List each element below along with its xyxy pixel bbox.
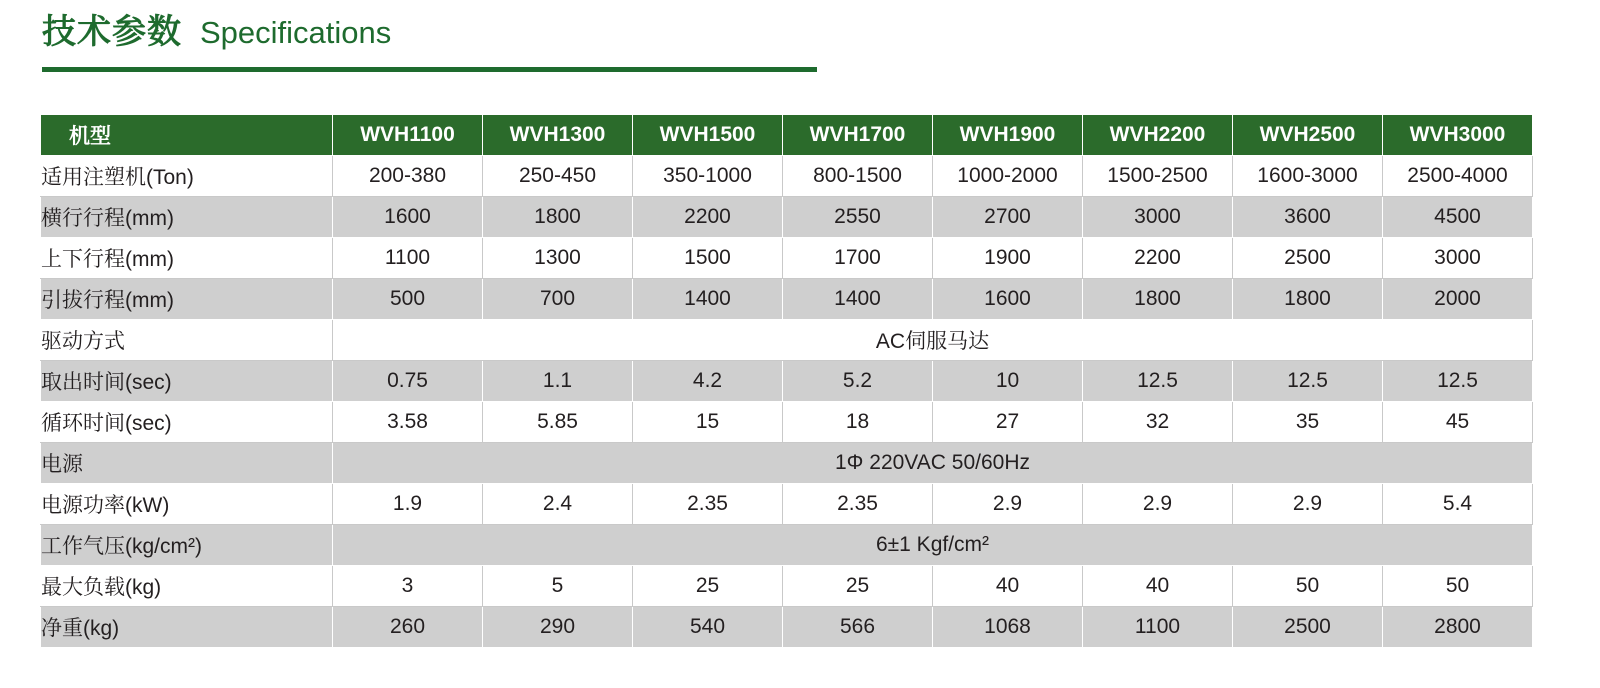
title-row — [42, 12, 842, 59]
cell-value: 1500-2500 — [1083, 156, 1233, 197]
cell-value: 5.4 — [1383, 484, 1533, 525]
cell-value: 700 — [483, 279, 633, 320]
cell-value: 40 — [933, 566, 1083, 607]
column-header-label: 机型 — [41, 115, 333, 156]
row-label: 电源 — [41, 443, 333, 484]
cell-value: 15 — [633, 402, 783, 443]
cell-value: 27 — [933, 402, 1083, 443]
column-header-model: WVH1500 — [633, 115, 783, 156]
column-header-model: WVH1300 — [483, 115, 633, 156]
cell-value: 3 — [333, 566, 483, 607]
cell-value: 1000-2000 — [933, 156, 1083, 197]
cell-value-span: AC伺服马达 — [333, 320, 1533, 361]
cell-value: 2500 — [1233, 607, 1383, 648]
cell-value: 3.58 — [333, 402, 483, 443]
cell-value: 4.2 — [633, 361, 783, 402]
table-body — [41, 156, 1533, 648]
cell-value: 18 — [783, 402, 933, 443]
cell-value: 1100 — [1083, 607, 1233, 648]
cell-value: 1600 — [333, 197, 483, 238]
cell-value: 1.9 — [333, 484, 483, 525]
cell-value: 50 — [1383, 566, 1533, 607]
row-label: 循环时间(sec) — [41, 402, 333, 443]
cell-value: 1600-3000 — [1233, 156, 1383, 197]
cell-value: 260 — [333, 607, 483, 648]
cell-value: 1300 — [483, 238, 633, 279]
header-row — [41, 115, 1533, 156]
row-label: 上下行程(mm) — [41, 238, 333, 279]
row-label: 净重(kg) — [41, 607, 333, 648]
column-header-model: WVH1900 — [933, 115, 1083, 156]
cell-value: 35 — [1233, 402, 1383, 443]
column-header-model: WVH1700 — [783, 115, 933, 156]
specifications-table — [40, 114, 1533, 648]
table-row — [41, 320, 1533, 361]
row-label: 电源功率(kW) — [41, 484, 333, 525]
cell-value: 1600 — [933, 279, 1083, 320]
cell-value: 12.5 — [1383, 361, 1533, 402]
cell-value: 2500-4000 — [1383, 156, 1533, 197]
cell-value: 290 — [483, 607, 633, 648]
cell-value: 2500 — [1233, 238, 1383, 279]
cell-value: 2.35 — [783, 484, 933, 525]
title-english: Specifications — [200, 15, 392, 50]
cell-value: 1.1 — [483, 361, 633, 402]
cell-value: 12.5 — [1233, 361, 1383, 402]
cell-value: 25 — [783, 566, 933, 607]
cell-value: 2.9 — [1083, 484, 1233, 525]
column-header-model: WVH2500 — [1233, 115, 1383, 156]
cell-value: 2.9 — [1233, 484, 1383, 525]
cell-value: 500 — [333, 279, 483, 320]
cell-value: 1100 — [333, 238, 483, 279]
cell-value: 3000 — [1083, 197, 1233, 238]
table-row — [41, 484, 1533, 525]
column-header-model: WVH3000 — [1383, 115, 1533, 156]
cell-value: 2.4 — [483, 484, 633, 525]
cell-value: 566 — [783, 607, 933, 648]
cell-value: 50 — [1233, 566, 1383, 607]
table-row — [41, 607, 1533, 648]
cell-value: 200-380 — [333, 156, 483, 197]
page-title — [42, 12, 842, 72]
cell-value: 1700 — [783, 238, 933, 279]
cell-value: 1800 — [1233, 279, 1383, 320]
row-label: 引拔行程(mm) — [41, 279, 333, 320]
cell-value: 2700 — [933, 197, 1083, 238]
column-header-model: WVH1100 — [333, 115, 483, 156]
table-header — [41, 115, 1533, 156]
cell-value-span: 1Φ 220VAC 50/60Hz — [333, 443, 1533, 484]
cell-value: 5.85 — [483, 402, 633, 443]
cell-value-span: 6±1 Kgf/cm² — [333, 525, 1533, 566]
cell-value: 45 — [1383, 402, 1533, 443]
row-label: 驱动方式 — [41, 320, 333, 361]
cell-value: 4500 — [1383, 197, 1533, 238]
table-row — [41, 566, 1533, 607]
table-row — [41, 279, 1533, 320]
cell-value: 2.35 — [633, 484, 783, 525]
cell-value: 800-1500 — [783, 156, 933, 197]
cell-value: 5 — [483, 566, 633, 607]
cell-value: 350-1000 — [633, 156, 783, 197]
row-label: 最大负载(kg) — [41, 566, 333, 607]
table-row — [41, 525, 1533, 566]
cell-value: 2200 — [633, 197, 783, 238]
cell-value: 25 — [633, 566, 783, 607]
cell-value: 0.75 — [333, 361, 483, 402]
cell-value: 2000 — [1383, 279, 1533, 320]
cell-value: 1400 — [633, 279, 783, 320]
cell-value: 2.9 — [933, 484, 1083, 525]
row-label: 取出时间(sec) — [41, 361, 333, 402]
cell-value: 1068 — [933, 607, 1083, 648]
cell-value: 3600 — [1233, 197, 1383, 238]
cell-value: 40 — [1083, 566, 1233, 607]
cell-value: 32 — [1083, 402, 1233, 443]
cell-value: 1500 — [633, 238, 783, 279]
table-row — [41, 238, 1533, 279]
cell-value: 250-450 — [483, 156, 633, 197]
cell-value: 3000 — [1383, 238, 1533, 279]
title-underline — [42, 67, 817, 72]
row-label: 工作气压(kg/cm²) — [41, 525, 333, 566]
cell-value: 1400 — [783, 279, 933, 320]
column-header-model: WVH2200 — [1083, 115, 1233, 156]
cell-value: 1800 — [1083, 279, 1233, 320]
row-label: 横行行程(mm) — [41, 197, 333, 238]
cell-value: 10 — [933, 361, 1083, 402]
table-row — [41, 443, 1533, 484]
cell-value: 5.2 — [783, 361, 933, 402]
cell-value: 540 — [633, 607, 783, 648]
cell-value: 2550 — [783, 197, 933, 238]
table-row — [41, 402, 1533, 443]
table-row — [41, 156, 1533, 197]
cell-value: 1800 — [483, 197, 633, 238]
cell-value: 2800 — [1383, 607, 1533, 648]
title-chinese: 技术参数 — [42, 13, 182, 51]
table-row — [41, 361, 1533, 402]
cell-value: 1900 — [933, 238, 1083, 279]
row-label: 适用注塑机(Ton) — [41, 156, 333, 197]
table-row — [41, 197, 1533, 238]
cell-value: 12.5 — [1083, 361, 1233, 402]
cell-value: 2200 — [1083, 238, 1233, 279]
